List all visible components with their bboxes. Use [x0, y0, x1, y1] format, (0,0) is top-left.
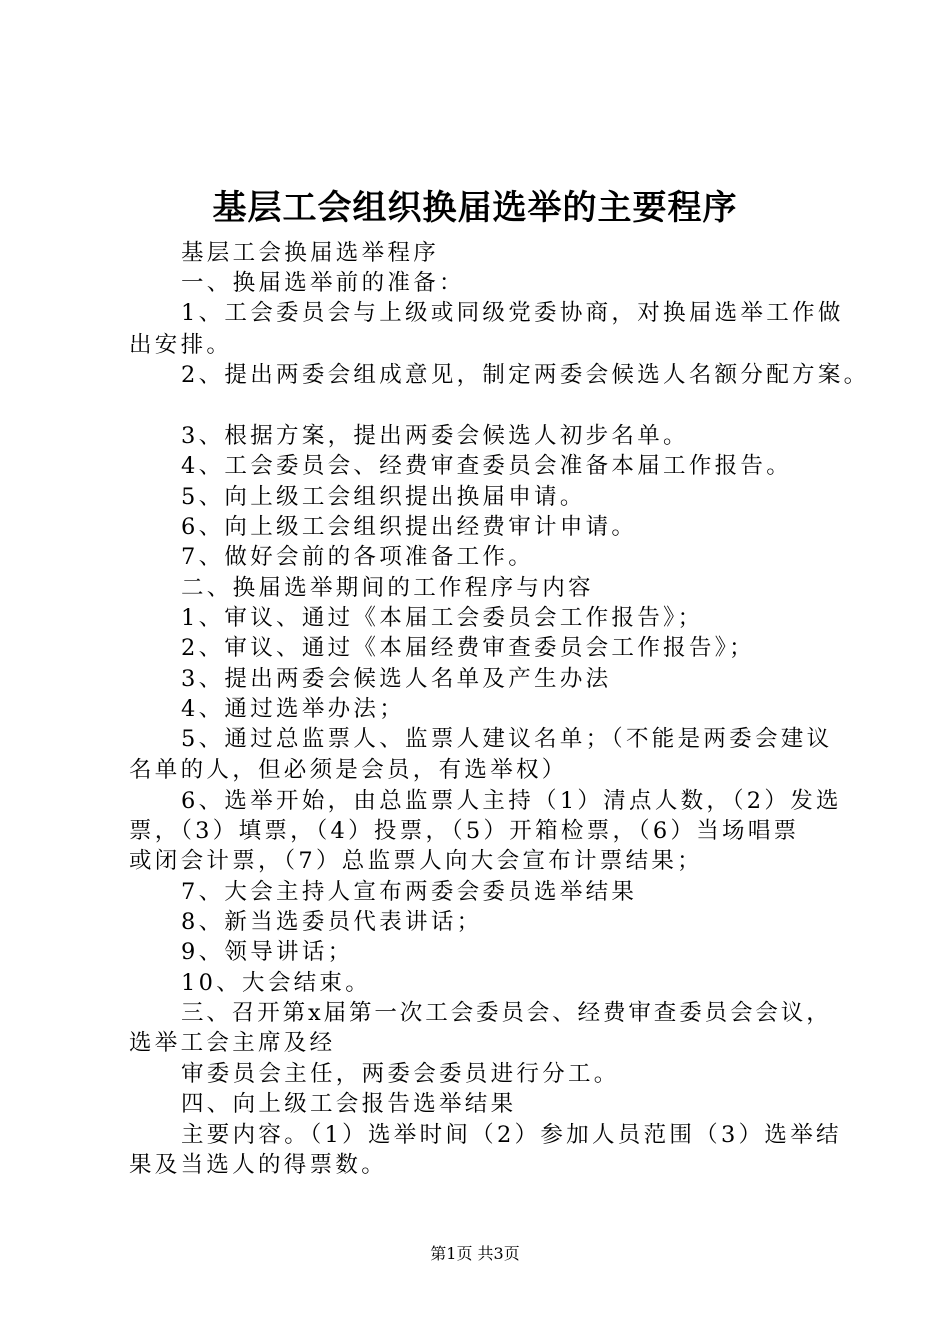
body-line-9: 6、向上级工会组织提出经费审计申请。	[181, 514, 638, 540]
body-line-12: 1、审议、通过《本届工会委员会工作报告》；	[181, 605, 704, 631]
body-line-17: 名单的人，但必须是会员，有选举权）	[129, 757, 568, 783]
body-line-23: 9、领导讲话；	[181, 939, 354, 965]
document-title: 基层工会组织换届选举的主要程序	[212, 188, 738, 228]
body-line-8: 5、向上级工会组织提出换届申请。	[181, 484, 586, 510]
body-line-13: 2、审议、通过《本届经费审查委员会工作报告》；	[181, 635, 755, 661]
body-line-4: 出安排。	[129, 332, 233, 358]
body-line-20: 或闭会计票，（7）总监票人向大会宣布计票结果；	[129, 848, 703, 874]
body-line-15: 4、通过选举办法；	[181, 696, 406, 722]
body-line-1: 基层工会换届选举程序	[181, 240, 440, 266]
body-line-11: 二、换届选举期间的工作程序与内容	[181, 575, 594, 601]
body-line-21: 7、大会主持人宣布两委会委员选举结果	[181, 879, 638, 905]
body-line-6: 3、根据方案，提出两委会候选人初步名单。	[181, 423, 689, 449]
body-line-29: 主要内容。（1）选举时间（2）参加人员范围（3）选举结	[181, 1122, 842, 1148]
body-line-27: 审委员会主任，两委会委员进行分工。	[181, 1061, 620, 1087]
body-line-14: 3、提出两委会候选人名单及产生办法	[181, 666, 612, 692]
body-line-16: 5、通过总监票人、监票人建议名单；（不能是两委会建议	[181, 726, 833, 752]
body-line-30: 果及当选人的得票数。	[129, 1152, 388, 1178]
body-line-18: 6、选举开始，由总监票人主持（1）清点人数，（2）发选	[181, 788, 842, 814]
body-line-25: 三、召开第x届第一次工会委员会、经费审查委员会会议，	[181, 1000, 832, 1026]
body-line-28: 四、向上级工会报告选举结果	[181, 1091, 517, 1117]
page-number-footer: 第1页 共3页	[430, 1244, 520, 1263]
body-line-10: 7、做好会前的各项准备工作。	[181, 544, 535, 570]
body-line-26: 选举工会主席及经	[129, 1030, 336, 1056]
body-line-5: 2、提出两委会组成意见，制定两委会候选人名额分配方案。	[181, 362, 870, 388]
body-line-2: 一、换届选举前的准备：	[181, 270, 465, 296]
body-line-24: 10、大会结束。	[181, 970, 372, 996]
body-line-3: 1、工会委员会与上级或同级党委协商，对换届选举工作做	[181, 300, 844, 326]
body-line-7: 4、工会委员会、经费审查委员会准备本届工作报告。	[181, 453, 793, 479]
body-line-19: 票，（3）填票，（4）投票，（5）开箱检票，（6）当场唱票	[129, 818, 800, 844]
body-line-22: 8、新当选委员代表讲话；	[181, 909, 483, 935]
